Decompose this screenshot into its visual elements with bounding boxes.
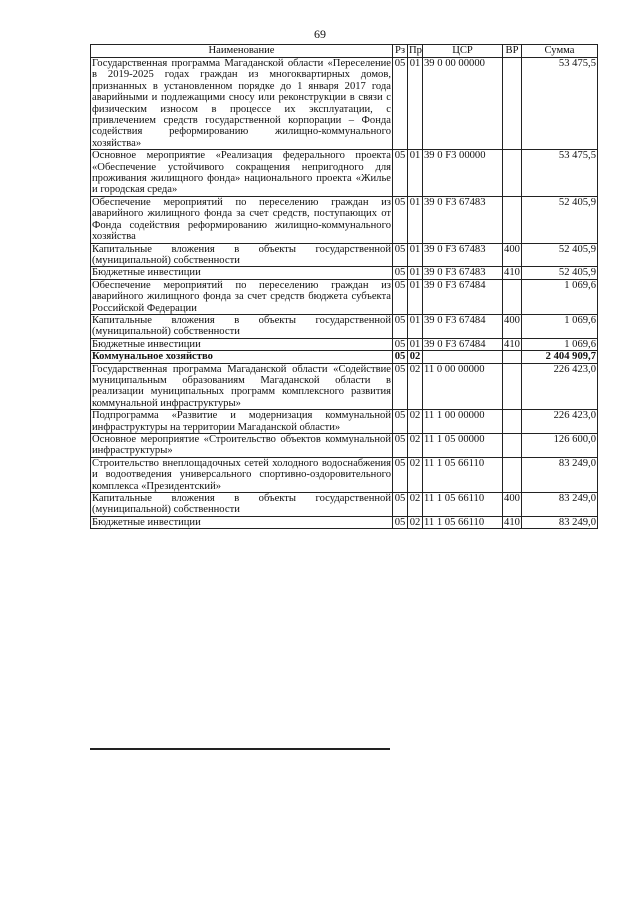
cell-csr bbox=[423, 351, 503, 363]
table-row bbox=[91, 267, 598, 279]
cell-csr: 39 0 F3 67483 bbox=[423, 196, 503, 243]
cell-rz: 05 bbox=[393, 150, 408, 197]
cell-vr: 410 bbox=[504, 267, 520, 279]
cell-pr: 01 bbox=[408, 267, 423, 279]
cell-rz: 05 bbox=[393, 314, 408, 338]
table-row bbox=[91, 457, 598, 492]
cell-rz: 05 bbox=[393, 434, 408, 458]
cell-pr: 02 bbox=[408, 410, 423, 434]
column-header-csr: ЦСР bbox=[423, 45, 503, 58]
cell-name: Государственная программа Магаданской области «Содействие муниципальным образованиям Магаданской области в реализации муниципальных программ комплексного развития коммунальной инфраструктуры» bbox=[92, 363, 391, 409]
cell-name: Бюджетные инвестиции bbox=[91, 267, 393, 279]
cell-vr bbox=[503, 196, 522, 243]
cell-vr: 410 bbox=[504, 516, 520, 528]
cell-sum: 53 475,5 bbox=[522, 58, 598, 150]
table-row bbox=[91, 279, 598, 314]
cell-rz: 05 bbox=[393, 351, 408, 363]
cell-vr bbox=[503, 434, 522, 458]
cell-vr bbox=[503, 363, 522, 410]
table-row bbox=[91, 351, 598, 363]
cell-sum: 52 405,9 bbox=[522, 243, 598, 267]
cell-csr: 39 0 F3 67484 bbox=[423, 279, 503, 314]
cell-csr: 39 0 F3 67483 bbox=[423, 243, 503, 267]
cell-vr: 410 bbox=[504, 338, 520, 350]
cell-pr: 02 bbox=[408, 351, 423, 363]
table-row bbox=[91, 58, 598, 150]
cell-rz: 05 bbox=[393, 410, 408, 434]
cell-sum: 83 249,0 bbox=[522, 493, 598, 517]
cell-csr: 39 0 F3 67483 bbox=[423, 267, 503, 279]
cell-name: Обеспечение мероприятий по переселению граждан из аварийного жилищного фонда за счет средств бюджета субъекта Российской Федерации bbox=[92, 279, 391, 314]
budget-table bbox=[90, 44, 598, 529]
cell-vr bbox=[503, 351, 522, 363]
cell-pr: 02 bbox=[408, 363, 423, 410]
cell-rz: 05 bbox=[393, 267, 408, 279]
cell-vr bbox=[503, 457, 522, 492]
cell-name: Коммунальное хозяйство bbox=[91, 351, 393, 363]
cell-csr: 11 1 05 66110 bbox=[423, 457, 503, 492]
cell-name: Подпрограмма «Развитие и модернизация коммунальной инфраструктуры на территории Магаданской области» bbox=[92, 410, 391, 433]
cell-sum: 226 423,0 bbox=[522, 363, 598, 410]
table-row bbox=[91, 493, 598, 517]
cell-pr: 01 bbox=[408, 314, 423, 338]
table-row bbox=[91, 196, 598, 243]
cell-pr: 02 bbox=[408, 457, 423, 492]
cell-sum: 2 404 909,7 bbox=[522, 351, 598, 363]
cell-name: Государственная программа Магаданской области «Переселение в 2019-2025 годах граждан из многоквартирных домов, признанных в установленном порядке до 1 января 2017 года аварийными и подлежащими сносу или реконструкции в связи с физическим износом в процессе их эксплуатации, с привлечением средств государственной корпорации – Фонда содействия реформированию жилищно-коммунального хозяйства» bbox=[92, 58, 391, 149]
cell-pr: 02 bbox=[408, 434, 423, 458]
cell-vr bbox=[503, 150, 522, 197]
cell-rz: 05 bbox=[393, 279, 408, 314]
cell-rz: 05 bbox=[393, 493, 408, 517]
cell-sum: 52 405,9 bbox=[522, 196, 598, 243]
footer-divider bbox=[90, 748, 390, 750]
cell-csr: 11 0 00 00000 bbox=[423, 363, 503, 410]
cell-name: Капитальные вложения в объекты государственной (муниципальной) собственности bbox=[92, 243, 391, 266]
table-row bbox=[91, 243, 598, 267]
cell-sum: 83 249,0 bbox=[522, 457, 598, 492]
table-row bbox=[91, 314, 598, 338]
cell-csr: 11 1 05 00000 bbox=[423, 434, 503, 458]
cell-csr: 11 1 05 66110 bbox=[423, 516, 503, 528]
cell-sum: 53 475,5 bbox=[522, 150, 598, 197]
cell-vr: 400 bbox=[503, 243, 522, 267]
cell-sum: 52 405,9 bbox=[522, 267, 598, 279]
cell-name: Капитальные вложения в объекты государственной (муниципальной) собственности bbox=[92, 314, 391, 338]
cell-csr: 39 0 F3 67484 bbox=[423, 338, 503, 350]
cell-csr: 39 0 F3 67484 bbox=[423, 314, 503, 338]
cell-csr: 39 0 00 00000 bbox=[423, 58, 503, 150]
cell-pr: 01 bbox=[408, 338, 423, 350]
cell-name: Строительство внеплощадочных сетей холодного водоснабжения и водоотведения универсального спортивно-оздоровительного комплекса «Президентский» bbox=[92, 457, 391, 492]
table-row bbox=[91, 516, 598, 528]
cell-pr: 01 bbox=[408, 279, 423, 314]
cell-name: Основное мероприятие «Реализация федерального проекта «Обеспечение устойчивого сокращения непригодного для проживания жилищного фонда» национального проекта «Жилье и городская среда» bbox=[92, 150, 391, 196]
cell-rz: 05 bbox=[393, 338, 408, 350]
cell-vr bbox=[503, 410, 522, 434]
column-header-rz: Рз bbox=[393, 45, 408, 58]
cell-csr: 39 0 F3 00000 bbox=[423, 150, 503, 197]
cell-pr: 01 bbox=[408, 243, 423, 267]
cell-name: Бюджетные инвестиции bbox=[91, 338, 393, 350]
cell-vr: 400 bbox=[503, 314, 522, 338]
cell-sum: 126 600,0 bbox=[522, 434, 598, 458]
table-body bbox=[91, 58, 598, 529]
cell-sum: 1 069,6 bbox=[522, 314, 598, 338]
cell-sum: 226 423,0 bbox=[522, 410, 598, 434]
table-row bbox=[91, 338, 598, 350]
cell-sum: 1 069,6 bbox=[522, 279, 598, 314]
column-header-sum: Сумма bbox=[522, 45, 598, 58]
cell-rz: 05 bbox=[393, 516, 408, 528]
cell-rz: 05 bbox=[393, 58, 408, 150]
column-header-name: Наименование bbox=[91, 45, 393, 58]
cell-rz: 05 bbox=[393, 363, 408, 410]
column-header-pr: Пр bbox=[409, 45, 422, 56]
table-row bbox=[91, 363, 598, 410]
cell-name: Бюджетные инвестиции bbox=[91, 516, 393, 528]
cell-csr: 11 1 00 00000 bbox=[423, 410, 503, 434]
cell-name: Капитальные вложения в объекты государственной (муниципальной) собственности bbox=[92, 493, 391, 516]
cell-name: Основное мероприятие «Строительство объектов коммунальной инфраструктуры» bbox=[92, 434, 391, 457]
cell-rz: 05 bbox=[393, 457, 408, 492]
table-header-row bbox=[91, 45, 598, 58]
column-header-vr: ВР bbox=[503, 45, 522, 58]
cell-rz: 05 bbox=[393, 196, 408, 243]
cell-csr: 11 1 05 66110 bbox=[423, 493, 503, 517]
cell-vr: 400 bbox=[503, 493, 522, 517]
page-number: 69 bbox=[314, 27, 326, 41]
table-row bbox=[91, 150, 598, 197]
cell-pr: 02 bbox=[408, 493, 423, 517]
cell-pr: 02 bbox=[408, 516, 423, 528]
cell-pr: 01 bbox=[408, 150, 423, 197]
cell-rz: 05 bbox=[393, 243, 408, 267]
table-row bbox=[91, 434, 598, 458]
cell-pr: 01 bbox=[408, 196, 423, 243]
table-row bbox=[91, 410, 598, 434]
cell-name: Обеспечение мероприятий по переселению граждан из аварийного жилищного фонда за счет средств, поступающих от Фонда содействия реформированию жилищно-коммунального хозяйства bbox=[92, 196, 391, 243]
cell-vr bbox=[503, 58, 522, 150]
cell-sum: 1 069,6 bbox=[522, 338, 598, 350]
cell-sum: 83 249,0 bbox=[522, 516, 598, 528]
cell-vr bbox=[503, 279, 522, 314]
cell-pr: 01 bbox=[408, 58, 423, 150]
